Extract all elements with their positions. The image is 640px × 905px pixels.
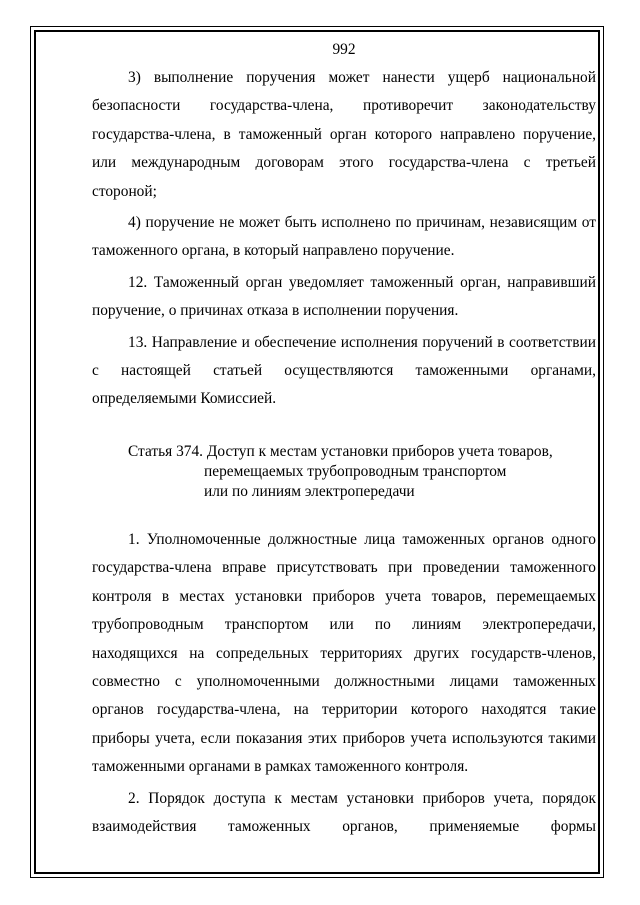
document-body bbox=[92, 36, 596, 844]
paragraph-article-2: 2. Порядок доступа к местам установки приборов учета, порядок взаимодействия таможенных органов, применяемые формы bbox=[92, 789, 596, 835]
paragraph-article-1: 1. Уполномоченные должностные лица таможенных органов одного государства-члена вправе присутствовать при проведении таможенного контроля в местах установки приборов учета товаров, перемещаемых трубопроводным транспортом или по линиям электропередачи, находящихся на сопредельных территориях других государств-членов, совместно с уполномоченными должностными лицами таможенных органов государства-члена, на территории которого находятся такие приборы учета, если показания этих приборов учета используются такими таможенными органами в рамках таможенного контроля. bbox=[92, 530, 596, 776]
article-heading-line-3: или по линиям электропередачи bbox=[204, 482, 415, 500]
paragraph-item-4: 4) поручение не может быть исполнено по причинам, независящим от таможенного органа, в который направлено поручение. bbox=[92, 214, 596, 260]
article-heading bbox=[92, 442, 596, 502]
paragraph-13: 13. Направление и обеспечение исполнения поручений в соответствии с настоящей статьей осуществляются таможенными органами, определяемыми Комиссией. bbox=[92, 333, 596, 408]
page-number: 992 bbox=[332, 41, 356, 58]
paragraph-12: 12. Таможенный орган уведомляет таможенный орган, направивший поручение, о причинах отказа в исполнении поручения. bbox=[92, 273, 596, 320]
article-heading-line-1: Статья 374. Доступ к местам установки приборов учета товаров, bbox=[128, 442, 553, 460]
article-heading-line-2: перемещаемых трубопроводным транспортом bbox=[204, 462, 507, 480]
paragraph-item-3: 3) выполнение поручения может нанести ущерб национальной безопасности государства-члена, противоречит законодательству государства-члена, в таможенный орган которого направлено поручение, или международным договорам этого государства-члена с третьей стороной; bbox=[92, 69, 596, 200]
